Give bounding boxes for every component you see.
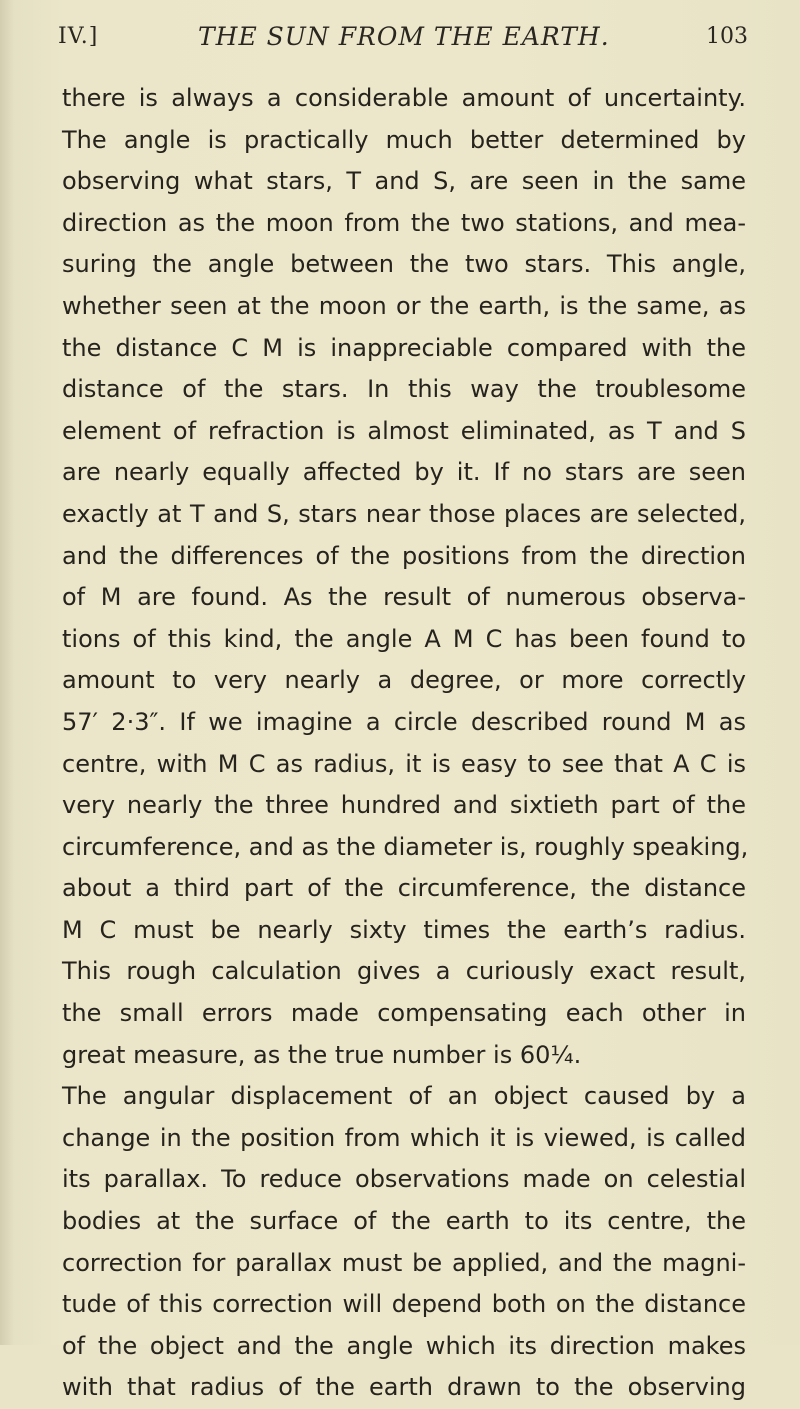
text-line: the distance C M is inappreciable compared with the [62,333,746,362]
text-line: amount to very nearly a degree, or more correctly [62,666,746,695]
text-line: M C must be nearly sixty times the earth’s radius. [62,915,746,944]
text-line: with that radius of the earth drawn to the observing [62,1373,746,1402]
text-line: 57′ 2·3″. If we imagine a circle described round M as [62,707,746,736]
text-line: its parallax. To reduce observations made on celestial [62,1165,746,1194]
text-line: of M are found. As the result of numerous observa- [62,583,746,612]
text-line: there is always a considerable amount of uncertainty. [62,84,746,112]
text-line: bodies at the surface of the earth to its centre, the [62,1207,746,1236]
text-line: element of refraction is almost eliminated, as T and S [62,416,746,445]
page-number: 103 [706,24,748,49]
text-line: exactly at T and S, stars near those places are selected, [62,499,746,528]
text-line: distance of the stars. In this way the troublesome [62,375,746,404]
text-line: correction for parallax must be applied, and the magni- [62,1248,746,1277]
running-header [58,18,748,64]
text-line: whether seen at the moon or the earth, is the same, as [62,291,746,320]
text-line: the small errors made compensating each other in [62,999,746,1028]
text-line: The angular displacement of an object caused by a [62,1082,746,1111]
chapter-number: IV.] [58,24,99,49]
body-text [62,78,749,1409]
text-line: about a third part of the circumference, the distance [62,874,746,903]
text-line: tions of this kind, the angle A M C has been found to [62,624,746,653]
text-line: circumference, and as the diameter is, roughly speaking, [62,832,749,861]
text-line: This rough calculation gives a curiously exact result, [62,957,746,986]
text-line: change in the position from which it is viewed, is called [62,1123,746,1152]
text-line: and the differences of the positions from the direction [62,541,746,570]
text-line: are nearly equally affected by it. If no stars are seen [62,458,746,487]
text-line: The angle is practically much better determined by [62,125,746,154]
text-line: suring the angle between the two stars. This angle, [62,250,746,279]
page-gutter-shadow [0,0,14,1345]
text-line: of the object and the angle which its direction makes [62,1331,746,1360]
paragraph-end-line: great measure, as the true number is 60¼. [62,1040,582,1069]
text-line: observing what stars, T and S, are seen in the same [62,167,746,196]
text-line: direction as the moon from the two stations, and mea- [62,208,746,237]
text-line: tude of this correction will depend both on the distance [62,1290,746,1319]
text-line: very nearly the three hundred and sixtieth part of the [62,791,746,820]
running-title: THE SUN FROM THE EARTH. [198,22,610,51]
text-line: centre, with M C as radius, it is easy to see that A C is [62,749,746,778]
